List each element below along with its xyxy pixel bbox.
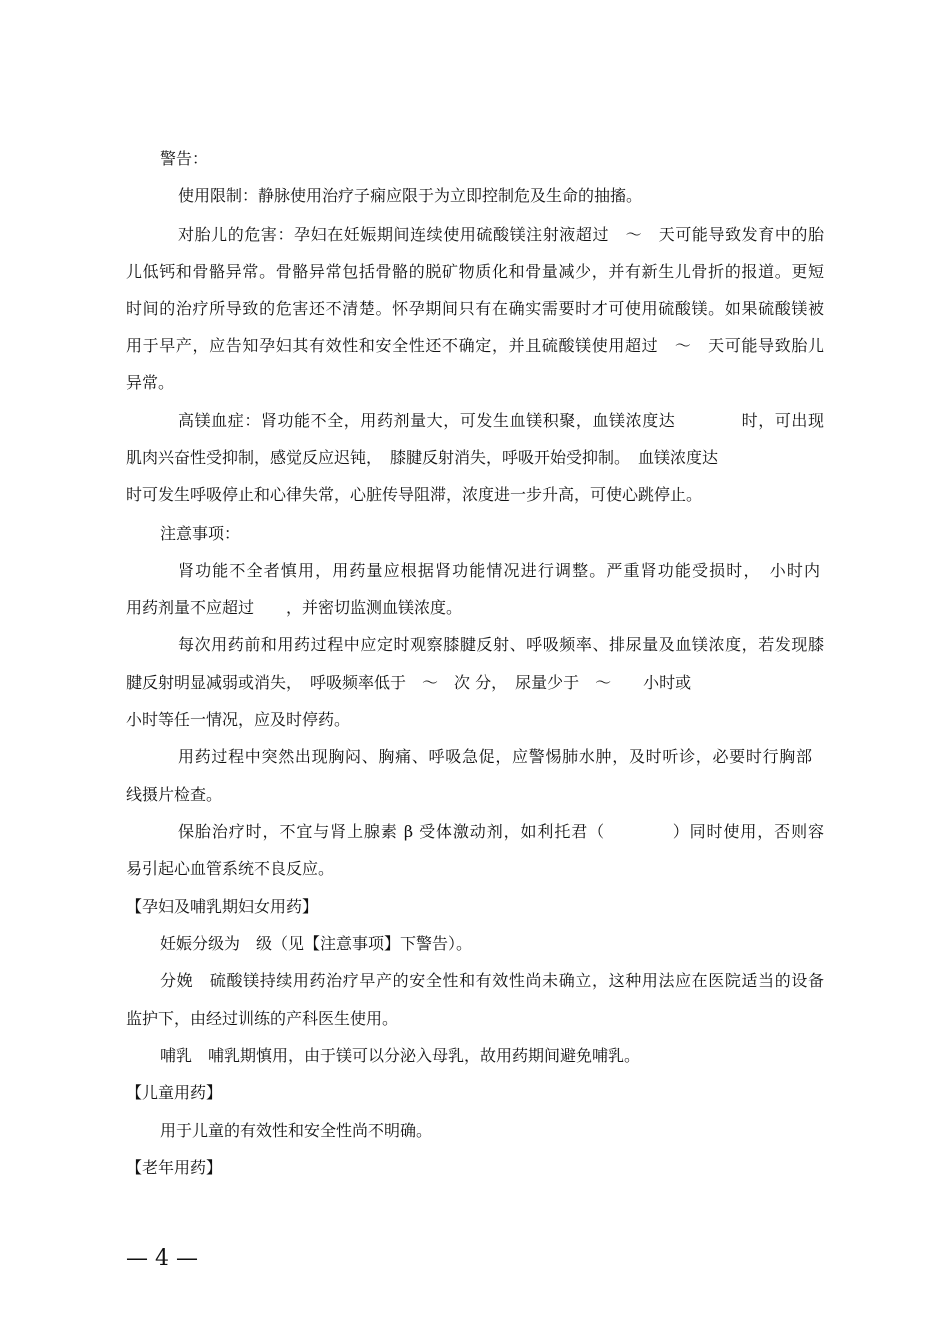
hypermagnesemia-line-3: 时可发生呼吸停止和心律失常，心脏传导阻滞，浓度进一步升高，可使心跳停止。 xyxy=(126,485,703,504)
pulmonary-edema-line-1: 用药过程中突然出现胸闷、胸痛、呼吸急促，应警惕肺水肿，及时听诊，必要时行胸部 xyxy=(178,747,812,766)
warning-heading: 警告： xyxy=(160,149,209,168)
labor-line-2: 监护下，由经过训练的产科医生使用。 xyxy=(126,1009,399,1028)
labor-line-1: 分娩 硫酸镁持续用药治疗早产的安全性和有效性尚未确立，这种用法应在医院适当的设备 xyxy=(160,971,824,990)
pregnancy-lactation-heading: 【孕妇及哺乳期妇女用药】 xyxy=(126,897,319,916)
fetal-risk-line-3: 时间的治疗所导致的危害还不清楚。怀孕期间只有在确实需要时才可使用硫酸镁。如果硫酸镁被 xyxy=(126,299,824,318)
pulmonary-edema-line-2: 线摄片检查。 xyxy=(126,785,223,804)
fetal-risk-line-1: 对胎儿的危害：孕妇在妊娠期间连续使用硫酸镁注射液超过 ～ 天可能导致发育中的胎 xyxy=(178,225,824,244)
fetal-risk-line-5: 异常。 xyxy=(126,373,175,392)
page-number: — 4 — xyxy=(126,1246,198,1271)
fetal-risk-line-4: 用于早产，应告知孕妇其有效性和安全性还不确定，并且硫酸镁使用超过 ～ 天可能导致胎儿 xyxy=(126,336,824,355)
pediatric-paragraph: 用于儿童的有效性和安全性尚不明确。 xyxy=(160,1121,433,1140)
geriatric-heading: 【老年用药】 xyxy=(126,1158,223,1177)
fetal-risk-line-2: 儿低钙和骨骼异常。骨骼异常包括骨骼的脱矿物质化和骨量减少，并有新生儿骨折的报道。更短 xyxy=(126,262,824,281)
precautions-heading: 注意事项： xyxy=(160,524,241,543)
pregnancy-category: 妊娠分级为 级（见【注意事项】下警告）。 xyxy=(160,934,473,953)
renal-line-2: 用药剂量不应超过 ，并密切监测血镁浓度。 xyxy=(126,598,463,617)
monitoring-line-3: 小时等任一情况，应及时停药。 xyxy=(126,710,351,729)
hypermagnesemia-line-1: 高镁血症：肾功能不全，用药剂量大，可发生血镁积聚，血镁浓度达 时，可出现 xyxy=(178,411,824,430)
renal-line-1: 肾功能不全者慎用，用药量应根据肾功能情况进行调整。严重肾功能受损时， 小时内 xyxy=(178,561,820,580)
lactation-paragraph: 哺乳 哺乳期慎用，由于镁可以分泌入母乳，故用药期间避免哺乳。 xyxy=(160,1046,641,1065)
usage-limit-paragraph: 使用限制：静脉使用治疗子痫应限于为立即控制危及生命的抽搐。 xyxy=(178,186,643,205)
monitoring-line-2: 腱反射明显减弱或消失， 呼吸频率低于 ～ 次 分， 尿量少于 ～ 小时或 xyxy=(126,673,692,692)
pediatric-heading: 【儿童用药】 xyxy=(126,1083,223,1102)
tocolysis-line-1: 保胎治疗时，不宜与肾上腺素 β 受体激动剂，如利托君（ ）同时使用，否则容 xyxy=(178,822,824,841)
monitoring-line-1: 每次用药前和用药过程中应定时观察膝腱反射、呼吸频率、排尿量及血镁浓度，若发现膝 xyxy=(178,635,824,654)
hypermagnesemia-line-2: 肌肉兴奋性受抑制，感觉反应迟钝， 膝腱反射消失，呼吸开始受抑制。 血镁浓度达 xyxy=(126,448,719,467)
tocolysis-line-2: 易引起心血管系统不良反应。 xyxy=(126,859,335,878)
